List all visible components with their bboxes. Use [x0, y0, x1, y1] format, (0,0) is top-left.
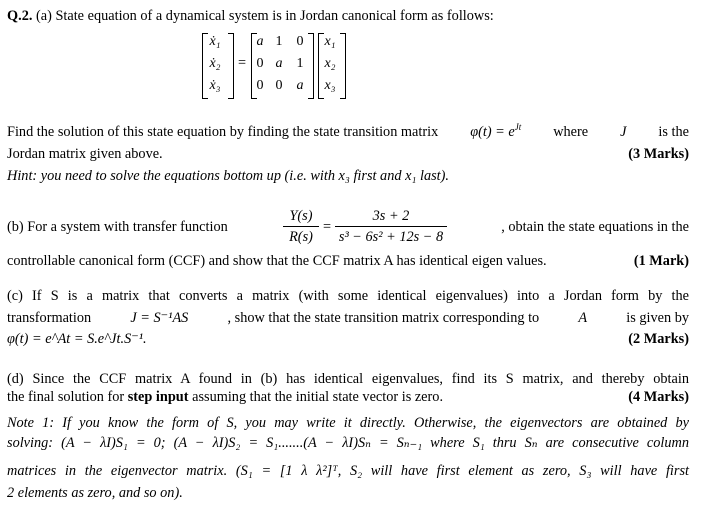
part-a-intro: (a) State equation of a dynamical system is in Jordan canonical form as follows:	[36, 8, 494, 24]
part-d-line1: (d) Since the CCF matrix A found in (b) has identical eigenvalues, find its S matrix, and thereby obtain	[7, 371, 689, 387]
part-c-line2	[7, 310, 689, 327]
part-d-marks: (4 Marks)	[628, 389, 689, 405]
matrix-cell: 0	[256, 78, 264, 93]
part-c-marks: (2 Marks)	[628, 331, 689, 347]
tf-numerator-left: Y(s)	[289, 208, 313, 224]
lhs-entry: ẋ₁	[209, 34, 221, 49]
tf-denominator-right: s³ − 6s² + 12s − 8	[338, 229, 444, 245]
phi-equation: $\varphi(t) = e^{Jt}$	[470, 122, 522, 140]
fraction-line	[335, 226, 447, 227]
lhs-bracket-right	[228, 33, 234, 99]
matrix-cell: 0	[296, 34, 304, 49]
part-b-line2	[7, 253, 689, 270]
a-matrix-bracket-right	[308, 33, 314, 99]
part-c-line1: (c) If S is a matrix that converts a matrix (with some identical eigenvalues) into a Jordan form by the	[7, 288, 689, 304]
rhs-entry: x₃	[324, 78, 336, 93]
part-d-line2-text: the final solution for step input assuming that the initial state vector is zero.	[7, 389, 444, 405]
part-a-line2-text: Jordan matrix given above.	[7, 146, 163, 162]
where-text: where	[553, 124, 589, 140]
transformation-equation: J = S⁻¹AS	[130, 310, 189, 326]
lhs-entry: ẋ₂	[209, 56, 221, 71]
note-line3: matrices in the eigenvector matrix. (S₁ = [1 λ λ²]ᵀ, S₂ will have first element as zero, S₃ will have first	[7, 463, 689, 479]
question-label: Q.2.	[7, 8, 33, 24]
note-line2: solving: (A − λI)S₁ = 0; (A − λI)S₂ = S₁.......(A − λI)Sₙ = Sₙ₋₁ where S₁ thru Sₙ are consecutive column	[7, 435, 689, 451]
part-b-marks: (1 Mark)	[633, 253, 689, 269]
part-c-line2c: is given by	[626, 310, 689, 326]
a-symbol: A	[578, 310, 588, 326]
matrix-cell: a	[275, 56, 283, 71]
part-a-hint: Hint: you need to solve the equations bottom up (i.e. with x₃ first and x₁ last).	[7, 168, 449, 184]
part-c-line2a: transformation	[7, 310, 92, 326]
is-the-text: is the	[658, 124, 689, 140]
note-line1: Note 1: If you know the form of S, you may write it directly. Otherwise, the eigenvectors are obtained by	[7, 415, 689, 431]
part-a-line2	[7, 146, 689, 163]
equals-sign: =	[323, 219, 332, 235]
part-a-marks: (3 Marks)	[628, 146, 689, 162]
part-a-find-text: Find the solution of this state equation by finding the state transition matrix	[7, 124, 439, 140]
note-line4: 2 elements as zero, and so on).	[7, 485, 183, 501]
fraction-line	[283, 226, 319, 227]
matrix-cell: 1	[275, 34, 283, 49]
part-c-line2b: , show that the state transition matrix corresponding to	[227, 310, 540, 326]
rhs-entry: x₁	[324, 34, 336, 49]
part-b-suffix: , obtain the state equations in the	[501, 219, 689, 235]
question-heading	[7, 8, 494, 25]
j-symbol: J	[620, 124, 627, 140]
part-c-line3	[7, 331, 689, 348]
rhs-bracket-right	[340, 33, 346, 99]
part-b-prefix: (b) For a system with transfer function	[7, 219, 228, 235]
part-d-line2	[7, 389, 689, 406]
matrix-cell: 0	[275, 78, 283, 93]
lhs-entry: ẋ₃	[209, 78, 221, 93]
rhs-entry: x₂	[324, 56, 336, 71]
part-b-line2-text: controllable canonical form (CCF) and show that the CCF matrix A has identical eigen values.	[7, 253, 547, 269]
matrix-cell: a	[256, 34, 264, 49]
tf-numerator-right: 3s + 2	[372, 208, 410, 224]
matrix-cell: 1	[296, 56, 304, 71]
stm-equation: φ(t) = e^At = S.e^Jt.S⁻¹.	[7, 331, 147, 347]
matrix-cell: 0	[256, 56, 264, 71]
part-a-line1	[7, 124, 689, 141]
matrix-cell: a	[296, 78, 304, 93]
equals-sign: =	[238, 55, 247, 71]
tf-denominator-left: R(s)	[289, 229, 313, 245]
